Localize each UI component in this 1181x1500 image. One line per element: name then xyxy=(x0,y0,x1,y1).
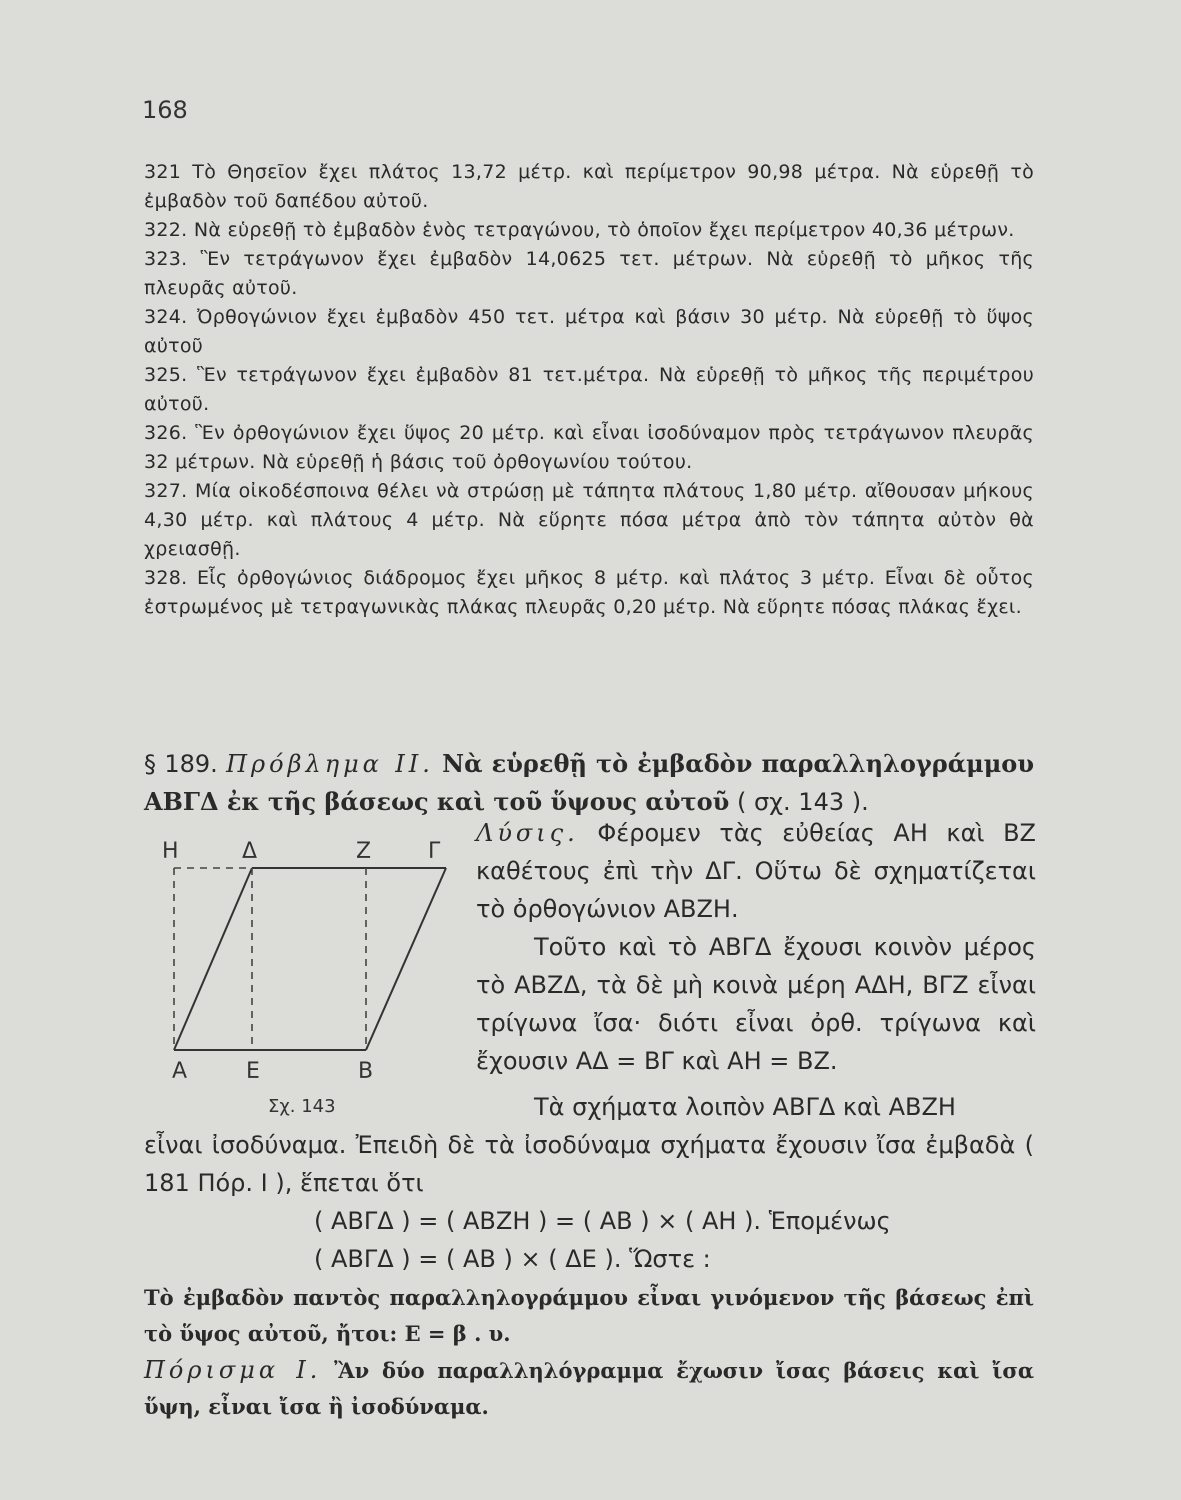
exercise-text: Ἓν τετράγωνον ἔχει ἐμβαδὸν 81 τετ.μέτρα. Νὰ εὑρεθῇ τὸ μῆκος τῆς περιμέτρου αὐτοῦ. xyxy=(144,364,1034,415)
exercise-321 xyxy=(144,158,1034,216)
label-H: Η xyxy=(162,839,179,864)
exercise-text: Ὀρθογώνιον ἔχει ἐμβαδὸν 450 τετ. μέτρα καὶ βάσιν 30 μέτρ. Νὰ εὑρεθῇ τὸ ὕψος αὐτοῦ xyxy=(144,306,1034,357)
parallelogram-figure xyxy=(160,832,460,1132)
exercise-number: 326. xyxy=(144,422,188,444)
solution-paragraph-2: Τοῦτο καὶ τὸ ΑΒΓΔ ἔχουσι κοινὸν μέρος τὸ ΑΒΖΔ, τὰ δὲ μὴ κοινὰ μέρη ΑΔΗ, ΒΓΖ εἶναι τρίγωνα ἴσα· διότι εἶναι ὀρθ. τρίγωνα καὶ ἔχουσιν ΑΔ = ΒΓ καὶ ΑΗ = ΒΖ. xyxy=(476,933,1036,1075)
exercise-number: 321 xyxy=(144,161,182,183)
exercise-text: Νὰ εὑρεθῇ τὸ ἐμβαδὸν ἑνὸς τετραγώνου, τὸ ὁποῖον ἔχει περίμετρον 40,36 μέτρων. xyxy=(187,219,1015,241)
exercise-326 xyxy=(144,419,1034,477)
theorem-statement: Τὸ ἐμβαδὸν παντὸς παραλληλογράμμου εἶναι γινόμενον τῆς βάσεως ἐπὶ τὸ ὕψος αὐτοῦ, ἤτοι: Ε = β . υ. xyxy=(144,1285,1034,1346)
corollary-text: Ἂν δύο παραλληλόγραμμα ἔχωσιν ἴσας βάσεις καὶ ἴσα ὕψη, εἶναι ἴσα ἢ ἰσοδύναμα. xyxy=(144,1358,1035,1419)
figure-caption: Σχ. 143 xyxy=(268,1096,336,1117)
exercise-325 xyxy=(144,361,1034,419)
exercise-number: 323. xyxy=(144,248,188,270)
corollary-label: Πόρισμα Ι. xyxy=(144,1356,322,1384)
label-G: Γ xyxy=(428,839,441,864)
exercise-text: Εἷς ὀρθογώνιος διάδρομος ἔχει μῆκος 8 μέτρ. καὶ πλάτος 3 μέτρ. Εἶναι δὲ οὗτος ἐστρωμένος μὲ τετραγωνικὰς πλάκας πλευρᾶς 0,20 μέτρ. Νὰ εὕρητε πόσας πλάκας ἔχει. xyxy=(144,567,1034,618)
parallelogram-diagram xyxy=(160,832,460,1092)
figure-reference: ( σχ. 143 ). xyxy=(736,788,869,816)
exercise-number: 327. xyxy=(144,480,188,502)
side-BG xyxy=(366,868,446,1050)
label-Z: Ζ xyxy=(356,839,372,864)
exercise-323 xyxy=(144,245,1034,303)
exercise-text: Ἓν τετράγωνον ἔχει ἐμβαδὸν 14,0625 τετ. μέτρων. Νὰ εὑρεθῇ τὸ μῆκος τῆς πλευρᾶς αὐτοῦ. xyxy=(144,248,1034,299)
solution-block xyxy=(476,814,1036,1080)
problem-label: Πρόβλημα ΙΙ. xyxy=(226,750,434,778)
page-number: 168 xyxy=(142,96,188,124)
exercise-text: Ἓν ὀρθογώνιον ἔχει ὕψος 20 μέτρ. καὶ εἶναι ἰσοδύναμον πρὸς τετράγωνον πλευρᾶς 32 μέτρων. Νὰ εὑρεθῇ ἡ βάσις τοῦ ὀρθογωνίου τούτου. xyxy=(144,422,1034,473)
continuation-paragraph: εἶναι ἰσοδύναμα. Ἐπειδὴ δὲ τὰ ἰσοδύναμα σχήματα ἔχουσιν ἴσα ἐμβαδὰ ( 181 Πόρ. Ι ), ἕπεται ὅτι xyxy=(144,1131,1034,1197)
exercise-324 xyxy=(144,303,1034,361)
side-AD xyxy=(174,868,252,1050)
exercise-number: 328. xyxy=(144,567,188,589)
formula-2: ( ΑΒΓΔ ) = ( ΑΒ ) × ( ΔΕ ). Ὥστε : xyxy=(314,1245,711,1273)
label-E: Ε xyxy=(246,1059,260,1084)
exercise-number: 325. xyxy=(144,364,188,386)
solution-label: Λύσις. xyxy=(476,819,579,847)
solution-text-1: Φέρομεν τὰς εὐθείας ΑΗ καὶ ΒΖ καθέτους ἐπὶ τὴν ΔΓ. Οὕτω δὲ σχηματίζεται τὸ ὀρθογώνιον ΑΒΖΗ. xyxy=(476,819,1036,923)
solution-paragraph-1 xyxy=(476,814,1036,928)
label-D: Δ xyxy=(242,839,258,864)
continuation-block xyxy=(144,1088,1034,1425)
exercise-number: 324. xyxy=(144,306,188,328)
continuation-line-1: Τὰ σχήματα λοιπὸν ΑΒΓΔ καὶ ΑΒΖΗ xyxy=(534,1093,956,1121)
section-189 xyxy=(144,745,1034,821)
formula-1: ( ΑΒΓΔ ) = ( ΑΒΖΗ ) = ( ΑΒ ) × ( ΑΗ ). Ἑπομένως xyxy=(314,1207,891,1235)
exercise-text: Τὸ Θησεῖον ἔχει πλάτος 13,72 μέτρ. καὶ περίμετρον 90,98 μέτρα. Νὰ εὑρεθῇ τὸ ἐμβαδὸν τοῦ δαπέδου αὐτοῦ. xyxy=(144,161,1034,212)
label-A: Α xyxy=(172,1059,188,1084)
corollary xyxy=(144,1352,1034,1425)
exercise-number: 322. xyxy=(144,219,188,241)
exercise-text: Μία οἰκοδέσποινα θέλει νὰ στρώσῃ μὲ τάπητα πλάτους 1,80 μέτρ. αἴθουσαν μήκους 4,30 μέτρ. καὶ πλάτους 4 μέτρ. Νὰ εὕρητε πόσα μέτρα ἀπὸ τὸν τάπητα αὐτὸν θὰ χρειασθῇ. xyxy=(144,480,1034,560)
section-number: § 189. xyxy=(144,750,218,778)
exercise-327 xyxy=(144,477,1034,564)
exercise-328 xyxy=(144,564,1034,622)
exercise-list xyxy=(144,158,1034,622)
section-heading xyxy=(144,745,1034,821)
label-B: Β xyxy=(358,1059,374,1084)
exercise-322 xyxy=(144,216,1034,245)
problem-title: Νὰ εὑρεθῇ τὸ ἐμβαδὸν παραλληλογράμμου ΑΒΓΔ ἐκ τῆς βάσεως καὶ τοῦ ὕψους αὐτοῦ xyxy=(144,749,1034,816)
